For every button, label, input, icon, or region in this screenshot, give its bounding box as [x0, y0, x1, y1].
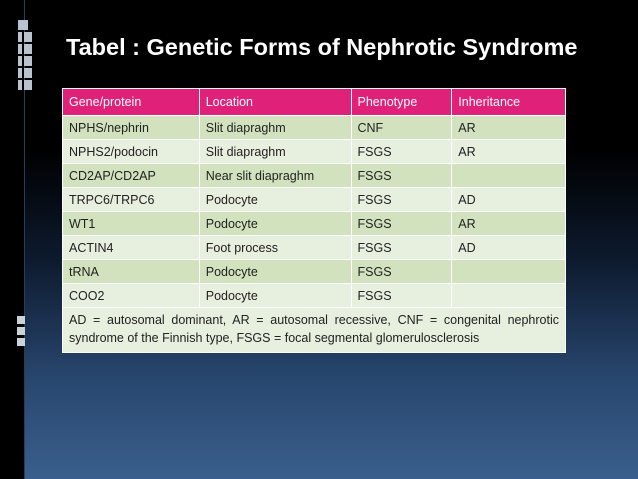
cell-phenotype: FSGS: [351, 260, 452, 284]
cell-gene: WT1: [63, 212, 200, 236]
cell-gene: CD2AP/CD2AP: [63, 164, 200, 188]
cell-phenotype: FSGS: [351, 164, 452, 188]
table-row: [63, 188, 566, 212]
cell-phenotype: FSGS: [351, 188, 452, 212]
cell-gene: ACTIN4: [63, 236, 200, 260]
cell-inheritance: [452, 164, 566, 188]
cell-location: Near slit diapraghm: [199, 164, 351, 188]
table-header-row: [63, 89, 566, 116]
cell-location: Slit diapraghm: [199, 140, 351, 164]
page-title: Tabel : Genetic Forms of Nephrotic Syndrome: [66, 34, 578, 60]
cell-phenotype: FSGS: [351, 284, 452, 308]
header-phenotype: Phenotype: [351, 89, 452, 116]
table-row: [63, 212, 566, 236]
cell-inheritance: AR: [452, 116, 566, 140]
cell-inheritance: AD: [452, 236, 566, 260]
table-footnote: AD = autosomal dominant, AR = autosomal recessive, CNF = congenital nephrotic syndrome of the Finnish type, FSGS = focal segmental glomerulosclerosis: [63, 308, 566, 353]
table-row: [63, 260, 566, 284]
cell-phenotype: FSGS: [351, 236, 452, 260]
cell-location: Slit diapraghm: [199, 116, 351, 140]
header-location: Location: [199, 89, 351, 116]
header-inheritance: Inheritance: [452, 89, 566, 116]
table-row: [63, 164, 566, 188]
table-row: [63, 116, 566, 140]
table-footnote-row: [63, 308, 566, 353]
cell-gene: COO2: [63, 284, 200, 308]
cell-location: Podocyte: [199, 260, 351, 284]
cell-inheritance: AD: [452, 188, 566, 212]
genetic-forms-table: [62, 88, 566, 353]
cell-inheritance: [452, 260, 566, 284]
cell-inheritance: AR: [452, 212, 566, 236]
cell-phenotype: CNF: [351, 116, 452, 140]
table-row: [63, 140, 566, 164]
cell-inheritance: [452, 284, 566, 308]
decorative-grid-icon: [18, 20, 32, 92]
cell-gene: NPHS2/podocin: [63, 140, 200, 164]
cell-location: Podocyte: [199, 284, 351, 308]
cell-location: Podocyte: [199, 212, 351, 236]
cell-phenotype: FSGS: [351, 140, 452, 164]
table-row: [63, 284, 566, 308]
decorative-squares-icon: [17, 316, 27, 346]
cell-location: Podocyte: [199, 188, 351, 212]
cell-inheritance: AR: [452, 140, 566, 164]
header-gene-protein: Gene/protein: [63, 89, 200, 116]
cell-location: Foot process: [199, 236, 351, 260]
table-row: [63, 236, 566, 260]
cell-gene: TRPC6/TRPC6: [63, 188, 200, 212]
cell-gene: tRNA: [63, 260, 200, 284]
cell-gene: NPHS/nephrin: [63, 116, 200, 140]
cell-phenotype: FSGS: [351, 212, 452, 236]
